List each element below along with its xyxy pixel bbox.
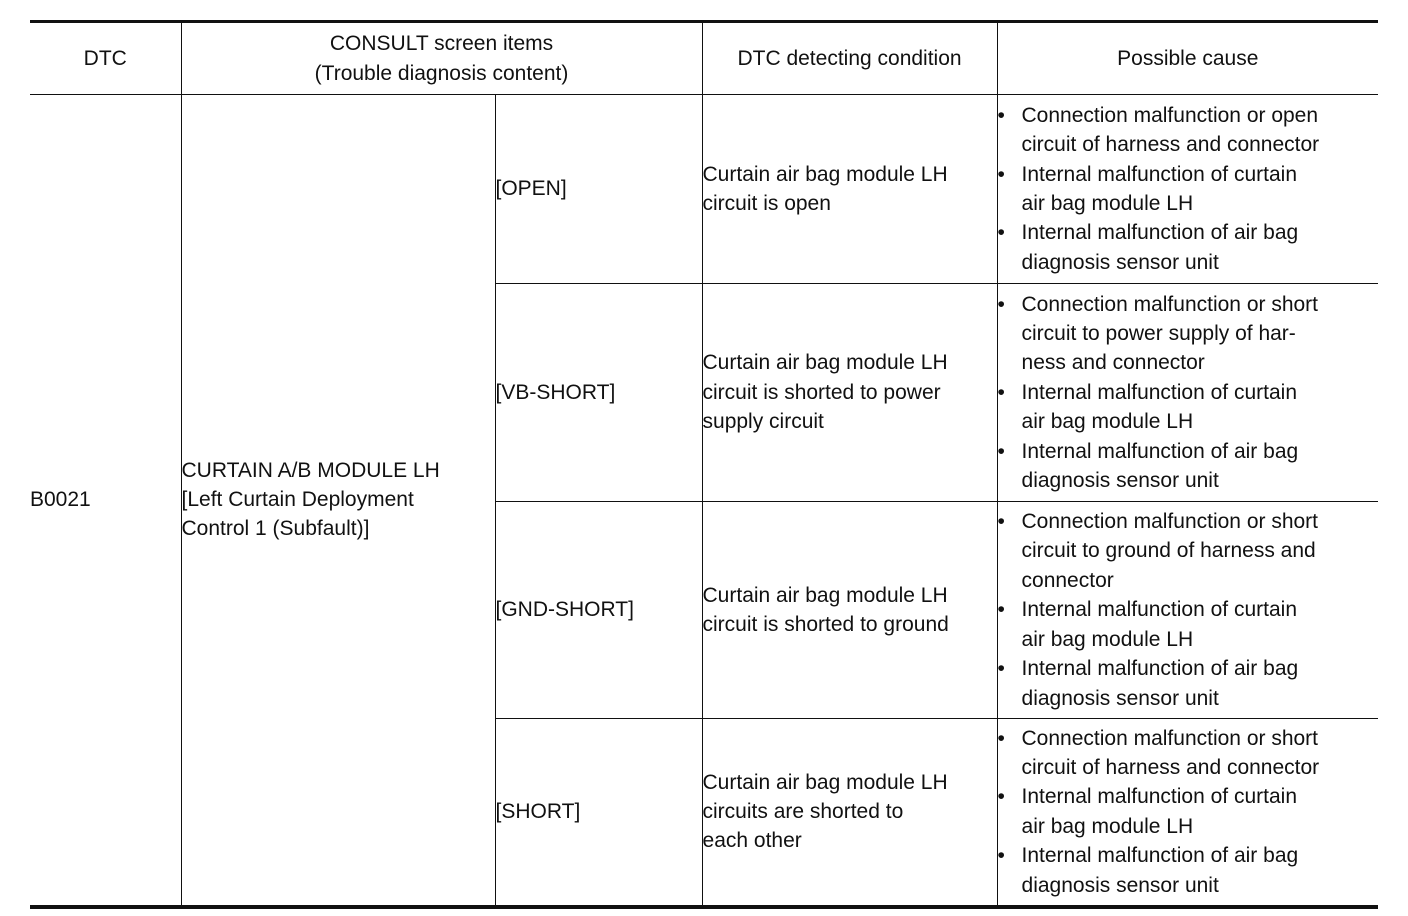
cause-line: Internal malfunction of curtain: [1021, 162, 1297, 186]
bullet-icon: •: [997, 785, 1005, 809]
cause-line: circuit of harness and connector: [1021, 133, 1320, 157]
cause-item: [998, 724, 1379, 783]
dtc-table: [30, 20, 1378, 909]
cause-list: [998, 507, 1379, 713]
cause-item: [998, 782, 1379, 841]
cause-line: connector: [1021, 568, 1114, 592]
detecting-condition: [702, 284, 997, 502]
sub-item: [OPEN]: [495, 95, 702, 284]
cause-line: Internal malfunction of curtain: [1021, 598, 1297, 622]
condition-line: each other: [702, 829, 802, 853]
cause-item: [998, 218, 1379, 277]
dtc-code: B0021: [30, 95, 181, 907]
cause-item: [998, 290, 1379, 378]
bullet-icon: •: [997, 726, 1005, 750]
cause-line: ness and connector: [1021, 351, 1205, 375]
cause-item: [998, 160, 1379, 219]
cause-line: diagnosis sensor unit: [1021, 873, 1219, 897]
bullet-icon: •: [997, 844, 1005, 868]
cause-list: [998, 724, 1379, 900]
condition-line: circuit is shorted to ground: [702, 613, 949, 636]
sub-item: [GND-SHORT]: [495, 502, 702, 719]
cause-item: [998, 437, 1379, 496]
table-row: [30, 95, 1378, 284]
possible-cause: [997, 502, 1378, 719]
cause-item: [998, 101, 1379, 160]
cause-line: Internal malfunction of curtain: [1021, 380, 1297, 404]
detecting-condition: [702, 502, 997, 719]
header-consult-line1: CONSULT screen items: [329, 32, 554, 56]
cause-line: Connection malfunction or short: [1021, 726, 1319, 750]
condition-line: circuit is shorted to power: [702, 380, 941, 404]
sub-item: [SHORT]: [495, 719, 702, 907]
detecting-condition: [702, 95, 997, 284]
condition-line: circuits are shorted to: [702, 800, 904, 824]
cause-line: diagnosis sensor unit: [1021, 250, 1219, 274]
cause-item: [998, 654, 1379, 713]
cause-line: Connection malfunction or short: [1021, 292, 1319, 316]
cause-line: circuit to power supply of har-: [1021, 321, 1296, 345]
consult-item: [181, 95, 495, 907]
condition-line: Curtain air bag module LH: [702, 162, 948, 186]
bullet-icon: •: [997, 162, 1005, 186]
condition-line: Curtain air bag module LH: [702, 770, 948, 794]
condition-line: Curtain air bag module LH: [702, 583, 948, 607]
detecting-condition: [702, 719, 997, 907]
condition-line: supply circuit: [702, 410, 824, 434]
bullet-icon: •: [997, 510, 1005, 534]
condition-line: circuit is open: [702, 192, 831, 215]
header-possible-cause: Possible cause: [997, 22, 1378, 95]
condition-line: Curtain air bag module LH: [702, 351, 948, 375]
bullet-icon: •: [997, 221, 1005, 245]
bullet-icon: •: [997, 103, 1005, 127]
cause-line: Internal malfunction of air bag: [1021, 844, 1299, 868]
possible-cause: [997, 284, 1378, 502]
cause-line: circuit to ground of harness and: [1021, 539, 1316, 563]
cause-line: Connection malfunction or open: [1021, 103, 1319, 127]
cause-item: [998, 841, 1379, 900]
cause-line: Internal malfunction of air bag: [1021, 221, 1299, 245]
cause-item: [998, 378, 1379, 437]
cause-line: Connection malfunction or short: [1021, 510, 1319, 534]
header-consult-items: [181, 22, 702, 95]
cause-item: [998, 595, 1379, 654]
header-consult-line2: (Trouble diagnosis content): [314, 61, 569, 85]
bullet-icon: •: [997, 657, 1005, 681]
cause-item: [998, 507, 1379, 595]
consult-item-line1: CURTAIN A/B MODULE LH: [181, 458, 440, 482]
bullet-icon: •: [997, 292, 1005, 316]
header-dtc: DTC: [30, 22, 181, 95]
bullet-icon: •: [997, 598, 1005, 622]
sub-item: [VB-SHORT]: [495, 284, 702, 502]
cause-line: Internal malfunction of air bag: [1021, 657, 1299, 681]
cause-line: diagnosis sensor unit: [1021, 686, 1219, 710]
cause-line: diagnosis sensor unit: [1021, 469, 1219, 493]
bullet-icon: •: [997, 380, 1005, 404]
bullet-icon: •: [997, 439, 1005, 463]
cause-line: air bag module LH: [1021, 410, 1194, 434]
cause-line: Internal malfunction of curtain: [1021, 785, 1297, 809]
cause-line: air bag module LH: [1021, 627, 1194, 651]
cause-list: [998, 290, 1379, 496]
cause-line: air bag module LH: [1021, 814, 1194, 838]
table-header-row: [30, 22, 1378, 95]
possible-cause: [997, 95, 1378, 284]
cause-line: circuit of harness and connector: [1021, 755, 1320, 779]
cause-line: air bag module LH: [1021, 192, 1194, 215]
consult-item-line2: [Left Curtain Deployment: [181, 488, 414, 512]
header-detecting-condition: DTC detecting condition: [702, 22, 997, 95]
consult-item-line3: Control 1 (Subfault)]: [181, 517, 370, 541]
cause-list: [998, 101, 1379, 277]
possible-cause: [997, 719, 1378, 907]
cause-line: Internal malfunction of air bag: [1021, 439, 1299, 463]
